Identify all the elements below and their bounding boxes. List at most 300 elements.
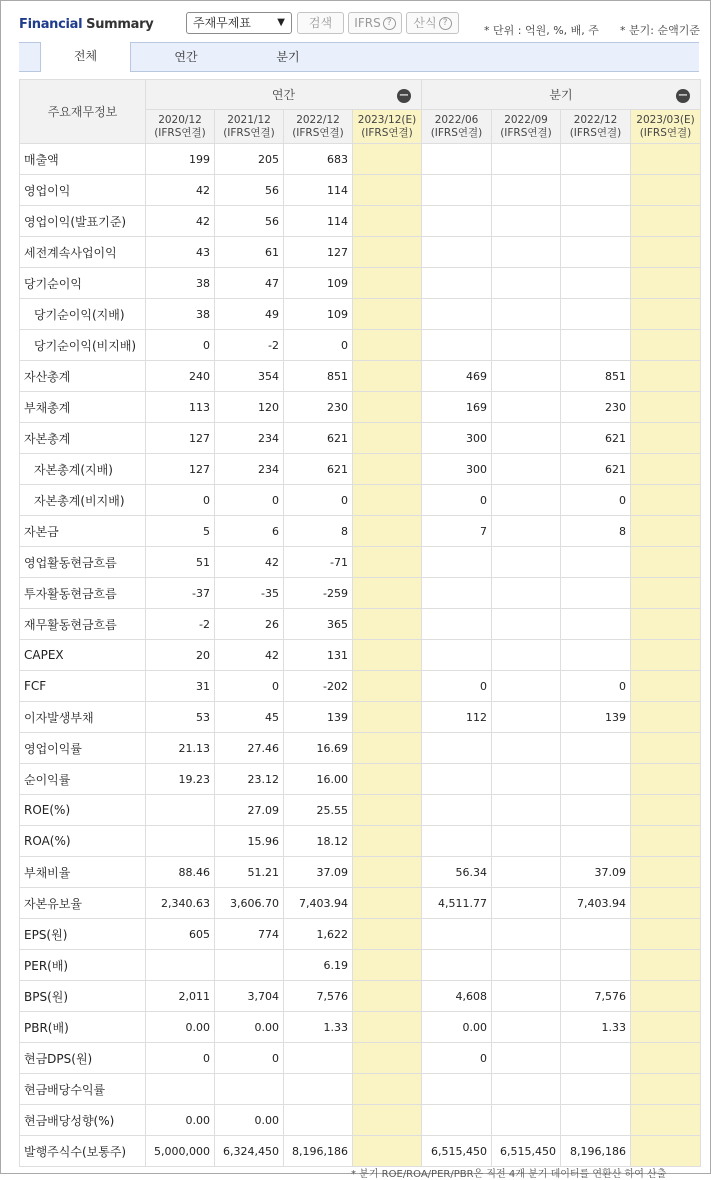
table-cell: 0 (284, 485, 353, 516)
column-period: 2022/06 (434, 113, 479, 126)
table-cell: 56 (215, 206, 284, 237)
table-cell: 0 (146, 485, 215, 516)
table-row (20, 671, 701, 702)
table-cell (492, 857, 561, 888)
table-cell (492, 981, 561, 1012)
column-header (146, 110, 215, 144)
table-cell: 139 (284, 702, 353, 733)
table-cell (492, 206, 561, 237)
table-cell: 354 (215, 361, 284, 392)
table-cell (492, 423, 561, 454)
table-row (20, 826, 701, 857)
table-cell: 19.23 (146, 764, 215, 795)
table-cell: 43 (146, 237, 215, 268)
table-cell: 26 (215, 609, 284, 640)
table-cell: 18.12 (284, 826, 353, 857)
column-basis: (IFRS연결) (223, 126, 275, 139)
table-cell (422, 547, 492, 578)
row-label: EPS(원) (20, 919, 146, 950)
table-row (20, 175, 701, 206)
table-cell: 469 (422, 361, 492, 392)
table-cell (492, 640, 561, 671)
annual-group-header (146, 80, 422, 110)
table-cell (422, 268, 492, 299)
table-cell: 109 (284, 268, 353, 299)
table-cell (492, 454, 561, 485)
table-cell (561, 237, 631, 268)
table-cell: -35 (215, 578, 284, 609)
table-cell (561, 144, 631, 175)
table-cell (353, 702, 422, 733)
table-cell (492, 950, 561, 981)
table-cell (422, 1105, 492, 1136)
table-cell: 1.33 (561, 1012, 631, 1043)
table-cell (353, 919, 422, 950)
table-cell (561, 919, 631, 950)
table-cell: 2,340.63 (146, 888, 215, 919)
table-cell (353, 330, 422, 361)
column-period: 2023/03(E) (636, 113, 695, 126)
table-cell (631, 578, 701, 609)
column-header (492, 110, 561, 144)
table-cell: 31 (146, 671, 215, 702)
row-label: 영업이익(발표기준) (20, 206, 146, 237)
table-row (20, 733, 701, 764)
row-label: 자본총계(비지배) (20, 485, 146, 516)
table-cell (631, 1074, 701, 1105)
page-title (19, 17, 153, 32)
table-row (20, 454, 701, 485)
table-cell (492, 702, 561, 733)
table-cell: 6,515,450 (422, 1136, 492, 1167)
row-label: 재무활동현금흐름 (20, 609, 146, 640)
table-cell: 25.55 (284, 795, 353, 826)
column-period: 2023/12(E) (357, 113, 417, 126)
table-cell (492, 237, 561, 268)
table-cell: 56.34 (422, 857, 492, 888)
table-cell (492, 144, 561, 175)
table-cell: 605 (146, 919, 215, 950)
table-cell: 16.69 (284, 733, 353, 764)
table-cell (561, 1043, 631, 1074)
row-label: 부채비율 (20, 857, 146, 888)
table-row (20, 330, 701, 361)
table-cell (561, 206, 631, 237)
table-cell (561, 175, 631, 206)
table-cell: 2,011 (146, 981, 215, 1012)
table-cell: 0.00 (215, 1105, 284, 1136)
table-cell: 0 (561, 485, 631, 516)
table-cell: 7,576 (284, 981, 353, 1012)
row-label: 현금배당수익률 (20, 1074, 146, 1105)
table-cell: 0 (422, 485, 492, 516)
table-cell (146, 795, 215, 826)
table-cell (631, 888, 701, 919)
table-cell (284, 1043, 353, 1074)
table-cell: 199 (146, 144, 215, 175)
table-cell (422, 826, 492, 857)
table-cell: 114 (284, 175, 353, 206)
table-row (20, 609, 701, 640)
table-row (20, 361, 701, 392)
statement-type-select[interactable] (186, 12, 292, 34)
table-cell (422, 919, 492, 950)
table-cell (422, 237, 492, 268)
table-cell: 240 (146, 361, 215, 392)
table-cell (631, 547, 701, 578)
table-row (20, 981, 701, 1012)
table-cell (146, 826, 215, 857)
column-basis: (IFRS연결) (569, 126, 622, 139)
table-cell (561, 1105, 631, 1136)
table-row (20, 764, 701, 795)
table-cell: 53 (146, 702, 215, 733)
table-cell (215, 950, 284, 981)
tab-quarterly[interactable]: 분기 (276, 50, 300, 64)
row-label: 발행주식수(보통주) (20, 1136, 146, 1167)
table-cell (631, 795, 701, 826)
table-cell (353, 423, 422, 454)
table-cell (631, 671, 701, 702)
row-label: 세전계속사업이익 (20, 237, 146, 268)
table-row (20, 1105, 701, 1136)
table-cell: 15.96 (215, 826, 284, 857)
column-header (631, 110, 701, 144)
table-cell: 1.33 (284, 1012, 353, 1043)
ifrs-help-button[interactable] (348, 12, 402, 34)
formula-help-button[interactable] (406, 12, 459, 34)
table-cell (631, 702, 701, 733)
table-cell (492, 547, 561, 578)
row-label: 현금DPS(원) (20, 1043, 146, 1074)
table-row (20, 392, 701, 423)
table-cell: 4,608 (422, 981, 492, 1012)
table-row (20, 206, 701, 237)
table-cell: -71 (284, 547, 353, 578)
table-cell (353, 516, 422, 547)
table-cell (561, 547, 631, 578)
table-cell (561, 268, 631, 299)
table-cell: 0.00 (215, 1012, 284, 1043)
table-cell: 0 (284, 330, 353, 361)
quarter-group-header (422, 80, 701, 110)
question-icon: ? (383, 17, 396, 30)
table-cell (353, 578, 422, 609)
row-label: 순이익률 (20, 764, 146, 795)
table-cell: 127 (284, 237, 353, 268)
table-cell (492, 361, 561, 392)
table-cell: 6.19 (284, 950, 353, 981)
table-cell (631, 361, 701, 392)
table-cell (353, 299, 422, 330)
table-cell (631, 299, 701, 330)
row-label: 영업활동현금흐름 (20, 547, 146, 578)
table-cell: 230 (284, 392, 353, 423)
table-cell: 42 (215, 547, 284, 578)
table-cell: 621 (284, 423, 353, 454)
column-period: 2022/12 (296, 113, 340, 126)
table-cell (422, 640, 492, 671)
table-cell (561, 950, 631, 981)
table-cell (353, 547, 422, 578)
unit-note: * 단위 : 억원, %, 배, 주 (484, 24, 599, 37)
table-cell (631, 485, 701, 516)
table-cell (353, 206, 422, 237)
table-cell (422, 206, 492, 237)
table-cell (353, 733, 422, 764)
table-cell (631, 423, 701, 454)
table-cell: 6,515,450 (492, 1136, 561, 1167)
table-cell: -37 (146, 578, 215, 609)
tab-all[interactable]: 전체 (40, 42, 131, 72)
table-cell: 621 (284, 454, 353, 485)
column-period: 2021/12 (227, 113, 271, 126)
table-cell (631, 144, 701, 175)
table-cell (631, 1105, 701, 1136)
table-cell: 47 (215, 268, 284, 299)
table-cell: 300 (422, 454, 492, 485)
table-cell (561, 795, 631, 826)
table-cell (631, 175, 701, 206)
table-cell: -2 (215, 330, 284, 361)
toolbar (1, 1, 710, 41)
table-cell: 16.00 (284, 764, 353, 795)
table-cell (284, 1105, 353, 1136)
table-cell: 56 (215, 175, 284, 206)
table-cell (631, 206, 701, 237)
table-row (20, 547, 701, 578)
table-cell (492, 1074, 561, 1105)
table-cell (353, 1012, 422, 1043)
table-cell (631, 733, 701, 764)
table-cell: 6 (215, 516, 284, 547)
table-cell (631, 237, 701, 268)
table-cell: 37.09 (561, 857, 631, 888)
table-cell (492, 392, 561, 423)
table-cell: 0 (422, 1043, 492, 1074)
table-cell (422, 609, 492, 640)
chevron-down-icon: ▼ (277, 17, 285, 28)
table-cell (561, 764, 631, 795)
table-cell: 3,606.70 (215, 888, 284, 919)
table-row (20, 423, 701, 454)
table-cell (561, 609, 631, 640)
table-cell (353, 1105, 422, 1136)
table-cell (353, 764, 422, 795)
table-row (20, 268, 701, 299)
table-cell: 0.00 (422, 1012, 492, 1043)
row-label: 매출액 (20, 144, 146, 175)
row-label: 자본금 (20, 516, 146, 547)
table-cell: 112 (422, 702, 492, 733)
table-cell (492, 764, 561, 795)
row-label: 부채총계 (20, 392, 146, 423)
row-label: CAPEX (20, 640, 146, 671)
collapse-annual-icon[interactable]: − (398, 88, 410, 103)
table-cell: 0 (146, 1043, 215, 1074)
row-label: PBR(배) (20, 1012, 146, 1043)
table-row (20, 888, 701, 919)
row-label: 자산총계 (20, 361, 146, 392)
table-cell (561, 299, 631, 330)
financial-table (19, 79, 701, 1167)
table-cell (561, 578, 631, 609)
table-cell (492, 1012, 561, 1043)
table-cell (146, 1074, 215, 1105)
table-cell: 120 (215, 392, 284, 423)
table-cell: 139 (561, 702, 631, 733)
table-cell: 851 (561, 361, 631, 392)
table-cell (353, 1043, 422, 1074)
column-basis: (IFRS연결) (154, 126, 206, 139)
table-cell: 621 (561, 423, 631, 454)
table-cell: 27.46 (215, 733, 284, 764)
table-cell (631, 454, 701, 485)
table-cell: 365 (284, 609, 353, 640)
question-icon: ? (439, 17, 452, 30)
table-cell (353, 361, 422, 392)
table-cell: 300 (422, 423, 492, 454)
title-part1: Financial (19, 17, 83, 32)
table-cell: 61 (215, 237, 284, 268)
table-cell (631, 392, 701, 423)
column-basis: (IFRS연결) (639, 126, 692, 139)
table-cell (631, 981, 701, 1012)
table-cell: 49 (215, 299, 284, 330)
table-cell (631, 764, 701, 795)
table-cell (422, 950, 492, 981)
table-cell (353, 888, 422, 919)
table-cell (353, 392, 422, 423)
tab-annual[interactable]: 연간 (174, 50, 198, 64)
table-row (20, 1136, 701, 1167)
table-cell: 0 (215, 485, 284, 516)
table-cell (146, 950, 215, 981)
search-button[interactable]: 검색 (297, 12, 344, 34)
table-cell: 5 (146, 516, 215, 547)
table-cell (631, 640, 701, 671)
table-cell (631, 857, 701, 888)
table-cell: 127 (146, 423, 215, 454)
table-cell: -2 (146, 609, 215, 640)
table-cell (492, 1043, 561, 1074)
table-cell: 234 (215, 423, 284, 454)
table-cell (353, 857, 422, 888)
quarter-group-label: 분기 (549, 88, 573, 102)
table-cell (492, 888, 561, 919)
table-row (20, 299, 701, 330)
table-cell: 8,196,186 (561, 1136, 631, 1167)
table-row (20, 702, 701, 733)
table-cell (353, 144, 422, 175)
quarter-note: * 분기: 순액기준 (620, 24, 700, 37)
table-cell (353, 609, 422, 640)
table-cell: 0.00 (146, 1105, 215, 1136)
column-header (561, 110, 631, 144)
corner-header: 주요재무정보 (20, 80, 146, 144)
table-row (20, 919, 701, 950)
table-cell (353, 485, 422, 516)
table-cell (492, 485, 561, 516)
table-cell: 109 (284, 299, 353, 330)
table-row (20, 857, 701, 888)
row-label: 당기순이익 (20, 268, 146, 299)
table-cell: 8 (284, 516, 353, 547)
table-cell (353, 640, 422, 671)
table-cell: 23.12 (215, 764, 284, 795)
table-cell: 42 (146, 206, 215, 237)
table-cell (353, 1074, 422, 1105)
table-cell: 851 (284, 361, 353, 392)
column-period: 2022/09 (504, 113, 548, 126)
table-cell (353, 237, 422, 268)
table-cell: 88.46 (146, 857, 215, 888)
table-cell: 0 (561, 671, 631, 702)
table-row (20, 1074, 701, 1105)
table-row (20, 144, 701, 175)
table-cell (631, 919, 701, 950)
table-cell (353, 175, 422, 206)
table-cell: 45 (215, 702, 284, 733)
column-basis: (IFRS연결) (292, 126, 344, 139)
table-cell: 7 (422, 516, 492, 547)
table-cell (492, 330, 561, 361)
table-cell (353, 671, 422, 702)
row-label: ROE(%) (20, 795, 146, 826)
table-cell (284, 1074, 353, 1105)
row-label: PER(배) (20, 950, 146, 981)
table-cell: 20 (146, 640, 215, 671)
table-cell (492, 268, 561, 299)
table-cell (561, 733, 631, 764)
table-row (20, 237, 701, 268)
table-cell: 131 (284, 640, 353, 671)
table-cell (422, 733, 492, 764)
table-cell (353, 454, 422, 485)
table-cell (492, 733, 561, 764)
table-cell (561, 640, 631, 671)
table-cell (422, 578, 492, 609)
table-cell: 42 (146, 175, 215, 206)
table-cell (631, 950, 701, 981)
table-cell (631, 516, 701, 547)
table-cell (631, 609, 701, 640)
table-cell: 0 (215, 671, 284, 702)
table-cell (353, 950, 422, 981)
table-cell: 230 (561, 392, 631, 423)
table-cell: 1,622 (284, 919, 353, 950)
table-cell (492, 516, 561, 547)
table-cell (631, 330, 701, 361)
row-label: 영업이익 (20, 175, 146, 206)
table-cell (492, 299, 561, 330)
table-cell: -259 (284, 578, 353, 609)
table-cell: 0 (215, 1043, 284, 1074)
row-label: 자본총계 (20, 423, 146, 454)
table-cell (561, 1074, 631, 1105)
table-cell: 234 (215, 454, 284, 485)
table-cell (631, 1136, 701, 1167)
table-cell: 683 (284, 144, 353, 175)
row-label: 당기순이익(지배) (20, 299, 146, 330)
table-cell: 51 (146, 547, 215, 578)
table-cell: 38 (146, 299, 215, 330)
table-cell (353, 1136, 422, 1167)
row-label: BPS(원) (20, 981, 146, 1012)
table-cell (492, 175, 561, 206)
collapse-quarter-icon[interactable]: − (677, 88, 689, 103)
ifrs-label: IFRS (354, 16, 381, 30)
